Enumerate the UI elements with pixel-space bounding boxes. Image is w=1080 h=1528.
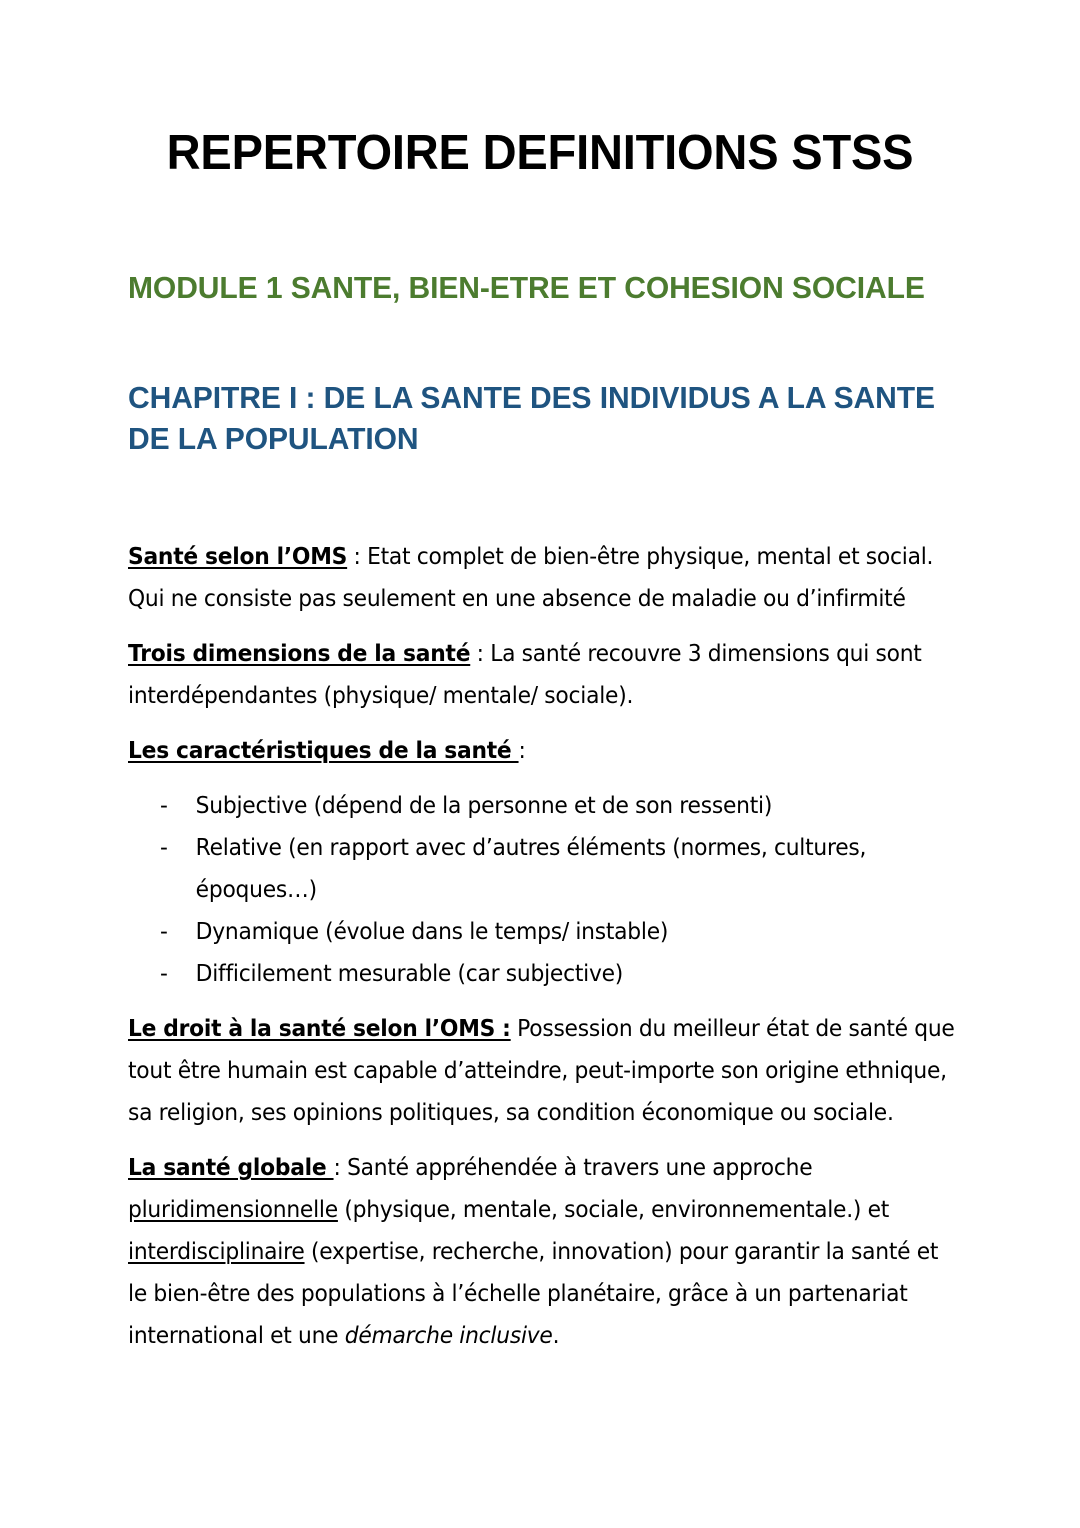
list-item	[128, 785, 960, 827]
definition-separator: :	[518, 737, 526, 764]
chapter-heading: CHAPITRE I : DE LA SANTE DES INDIVIDUS A LA SANTE DE LA POPULATION	[128, 381, 935, 456]
document-body	[128, 536, 960, 1370]
definition-term: La santé globale	[128, 1154, 334, 1181]
definition-separator: :	[470, 640, 491, 667]
module-heading: MODULE 1 SANTE, BIEN-ETRE ET COHESION SOCIALE	[128, 271, 925, 305]
bullet-dash-icon: -	[159, 834, 168, 861]
definition-text-segment: .	[552, 1322, 560, 1349]
definition-text: La santé recouvre 3 dimensions qui sont interdépendantes (physique/ mentale/ sociale).	[128, 640, 922, 709]
definition-term: Le droit à la santé selon l’OMS :	[128, 1015, 511, 1042]
definition-term: Les caractéristiques de la santé	[128, 737, 519, 764]
definition-term: Trois dimensions de la santé	[128, 640, 471, 667]
list-item-label: Dynamique (évolue dans le temps/ instable)	[195, 918, 669, 945]
list-item-label: Difficilement mesurable (car subjective)	[195, 960, 624, 987]
characteristics-list	[128, 785, 960, 995]
definition-caracteristiques	[128, 730, 960, 772]
bullet-dash-icon: -	[159, 792, 168, 819]
page-title: REPERTOIRE DEFINITIONS STSS	[166, 126, 914, 180]
underlined-term-interdisciplinaire: interdisciplinaire	[128, 1238, 305, 1265]
definition-term: Santé selon l’OMS	[128, 543, 348, 570]
italic-term-demarche-inclusive: démarche inclusive	[344, 1322, 553, 1349]
underlined-term-pluridimensionnelle: pluridimensionnelle	[128, 1196, 338, 1223]
list-item-label: Subjective (dépend de la personne et de son ressenti)	[195, 792, 773, 819]
definition-text-segment: (expertise, recherche, innovation) pour garantir la santé et le bien-être des populations à l’échelle planétaire, grâce à un partenariat international et une	[128, 1238, 939, 1349]
definition-sante-globale	[128, 1147, 960, 1357]
bullet-dash-icon: -	[159, 918, 168, 945]
definition-text-segment: Santé appréhendée à travers une approche	[347, 1154, 813, 1181]
definition-text: Etat complet de bien-être physique, mental et social. Qui ne consiste pas seulement en une absence de maladie ou d’infirmité	[128, 543, 934, 612]
list-item	[128, 953, 960, 995]
definition-trois-dimensions	[128, 633, 960, 717]
definition-separator: :	[347, 543, 368, 570]
definition-separator: :	[333, 1154, 348, 1181]
list-item	[128, 911, 960, 953]
bullet-dash-icon: -	[159, 960, 168, 987]
definition-text: Possession du meilleur état de santé que tout être humain est capable d’atteindre, peut-importe son origine ethnique, sa religion, ses opinions politiques, sa condition économique ou sociale.	[128, 1015, 955, 1126]
list-item-label: Relative (en rapport avec d’autres éléments (normes, cultures, époques…)	[195, 834, 867, 903]
definition-droit-sante	[128, 1008, 960, 1134]
definition-text-segment: (physique, mentale, sociale, environnementale.) et	[337, 1196, 890, 1223]
list-item	[128, 827, 960, 911]
definition-sante-oms	[128, 536, 960, 620]
